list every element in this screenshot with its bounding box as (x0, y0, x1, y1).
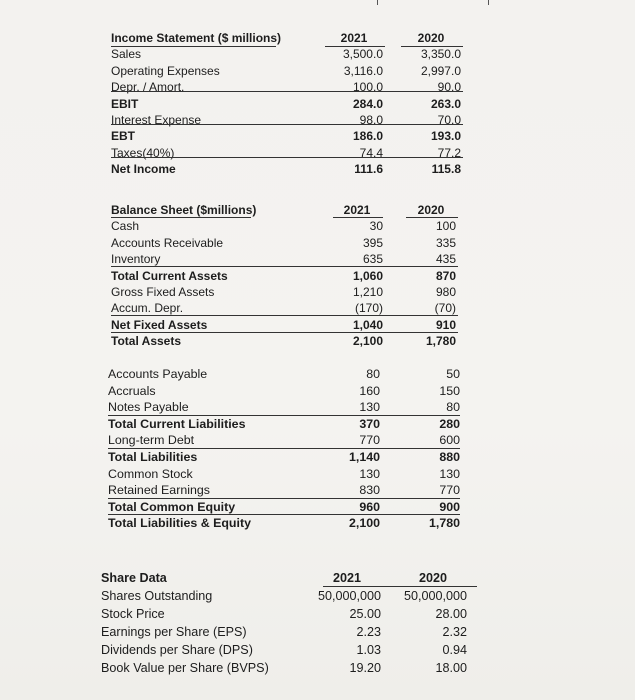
year-2020-header: 2020 (417, 31, 445, 45)
value-2021: 130 (359, 400, 380, 415)
rule (108, 498, 460, 499)
rule (111, 157, 463, 158)
value-2021: 1,040 (352, 317, 383, 332)
value-2020: 28.00 (435, 607, 467, 621)
value-2020: 90.0 (437, 80, 461, 95)
value-2020: 50 (446, 367, 460, 381)
rule (401, 46, 463, 47)
rule (108, 514, 460, 515)
value-2020: 77.2 (437, 145, 461, 160)
value-2021: 111.6 (354, 162, 383, 177)
balance-sheet-title: Balance Sheet ($millions) (111, 203, 257, 217)
value-2021: 19.20 (349, 661, 381, 675)
value-2020: 1,780 (428, 516, 460, 531)
value-2021: 3,500.0 (342, 47, 383, 62)
value-2020: 770 (439, 483, 460, 498)
row-label: Interest Expense (111, 112, 202, 127)
row-label: Taxes(40%) (111, 145, 175, 160)
value-2020: 130 (439, 466, 460, 481)
row-label: Total Common Equity (108, 499, 236, 514)
value-2020: 2,997.0 (420, 63, 461, 78)
row-label: Accounts Payable (108, 367, 208, 381)
row-label: Accum. Depr. (111, 301, 184, 316)
year-2020-header: 2020 (417, 203, 445, 217)
value-2020: 870 (435, 268, 456, 283)
rule (111, 217, 251, 218)
row-label: EBT (111, 129, 135, 144)
value-2020: 115.8 (431, 162, 461, 177)
row-label: Long-term Debt (108, 433, 195, 448)
value-2021: 1.03 (356, 643, 381, 657)
value-2021: (170) (354, 301, 383, 316)
row-label: Cash (111, 219, 140, 234)
value-2021: 1,060 (352, 268, 383, 283)
value-2021: 160 (359, 383, 380, 398)
value-2021: 1,140 (348, 449, 380, 464)
row-label: Net Income (111, 162, 176, 177)
rule (111, 124, 463, 125)
value-2021: 30 (369, 219, 383, 234)
row-label: Total Current Liabilities (108, 416, 246, 431)
value-2020: 193.0 (430, 129, 461, 144)
row-label: Total Liabilities (108, 449, 198, 464)
row-label: Total Current Assets (111, 268, 228, 283)
rule (108, 415, 460, 416)
value-2020: 50,000,000 (403, 589, 467, 603)
rule (111, 266, 458, 267)
top-edge-mark (377, 0, 378, 5)
value-2021: 770 (359, 433, 380, 448)
value-2021: 98.0 (359, 112, 383, 127)
value-2021: 1,210 (352, 284, 383, 299)
value-2020: 910 (435, 317, 456, 332)
value-2021: 2.23 (356, 625, 381, 639)
value-2021: 2,100 (348, 516, 380, 531)
row-label: Common Stock (108, 466, 193, 481)
year-2021-header: 2021 (343, 203, 371, 217)
rule (111, 315, 458, 316)
value-2021: 830 (359, 483, 380, 498)
value-2020: (70) (434, 301, 456, 316)
row-label: Inventory (111, 252, 161, 267)
row-label: Depr. / Amort. (111, 80, 185, 95)
value-2020: 600 (439, 433, 460, 448)
value-2020: 980 (435, 284, 456, 299)
value-2021: 25.00 (349, 607, 381, 621)
rule (323, 586, 477, 587)
value-2020: 263.0 (430, 96, 461, 111)
value-2020: 280 (439, 416, 460, 431)
row-label: Retained Earnings (108, 483, 210, 498)
value-2021: 370 (359, 416, 380, 431)
value-2020: 1,780 (425, 334, 456, 349)
value-2021: 50,000,000 (317, 589, 381, 603)
value-2020: 0.94 (442, 643, 467, 657)
value-2021: 960 (359, 499, 380, 514)
rule (111, 91, 463, 92)
value-2020: 880 (439, 449, 460, 464)
row-label: Earnings per Share (EPS) (101, 625, 247, 639)
value-2021: 130 (359, 466, 380, 481)
row-label: Gross Fixed Assets (111, 284, 215, 299)
row-label: Total Liabilities & Equity (108, 516, 251, 531)
value-2021: 74.4 (359, 145, 383, 160)
value-2021: 395 (362, 235, 383, 250)
value-2020: 3,350.0 (420, 47, 461, 62)
year-2021-header: 2021 (340, 31, 368, 45)
row-label: Stock Price (101, 607, 165, 621)
value-2020: 80 (446, 400, 460, 415)
row-label: Operating Expenses (111, 63, 220, 78)
value-2020: 435 (435, 252, 456, 267)
rule (325, 46, 385, 47)
row-label: Shares Outstanding (101, 589, 213, 603)
value-2020: 335 (435, 235, 456, 250)
year-2021-header: 2021 (332, 571, 362, 585)
rule (333, 217, 383, 218)
rule (111, 332, 458, 333)
value-2021: 3,116.0 (343, 63, 383, 78)
rule (108, 448, 460, 449)
row-label: Sales (111, 47, 142, 62)
row-label: Accounts Receivable (111, 235, 224, 250)
value-2021: 2,100 (352, 334, 383, 349)
row-label: Total Assets (111, 334, 182, 349)
row-label: Notes Payable (108, 400, 189, 415)
income-statement-title: Income Statement ($ millions) (111, 31, 282, 45)
row-label: Accruals (108, 383, 156, 398)
value-2021: 186.0 (352, 129, 383, 144)
rule (406, 217, 458, 218)
row-label: Dividends per Share (DPS) (101, 643, 253, 657)
value-2021: 80 (366, 367, 380, 381)
row-label: Net Fixed Assets (111, 317, 208, 332)
value-2021: 284.0 (352, 96, 383, 111)
value-2021: 100.0 (352, 80, 383, 95)
share-data-title: Share Data (101, 571, 167, 585)
value-2020: 2.32 (442, 625, 467, 639)
top-edge-mark (488, 0, 489, 5)
value-2020: 100 (435, 219, 456, 234)
row-label: Book Value per Share (BVPS) (101, 661, 269, 675)
value-2021: 635 (362, 252, 383, 267)
value-2020: 150 (439, 383, 460, 398)
value-2020: 900 (439, 499, 460, 514)
year-2020-header: 2020 (418, 571, 448, 585)
row-label: EBIT (111, 96, 139, 111)
value-2020: 18.00 (435, 661, 467, 675)
value-2020: 70.0 (437, 112, 461, 127)
